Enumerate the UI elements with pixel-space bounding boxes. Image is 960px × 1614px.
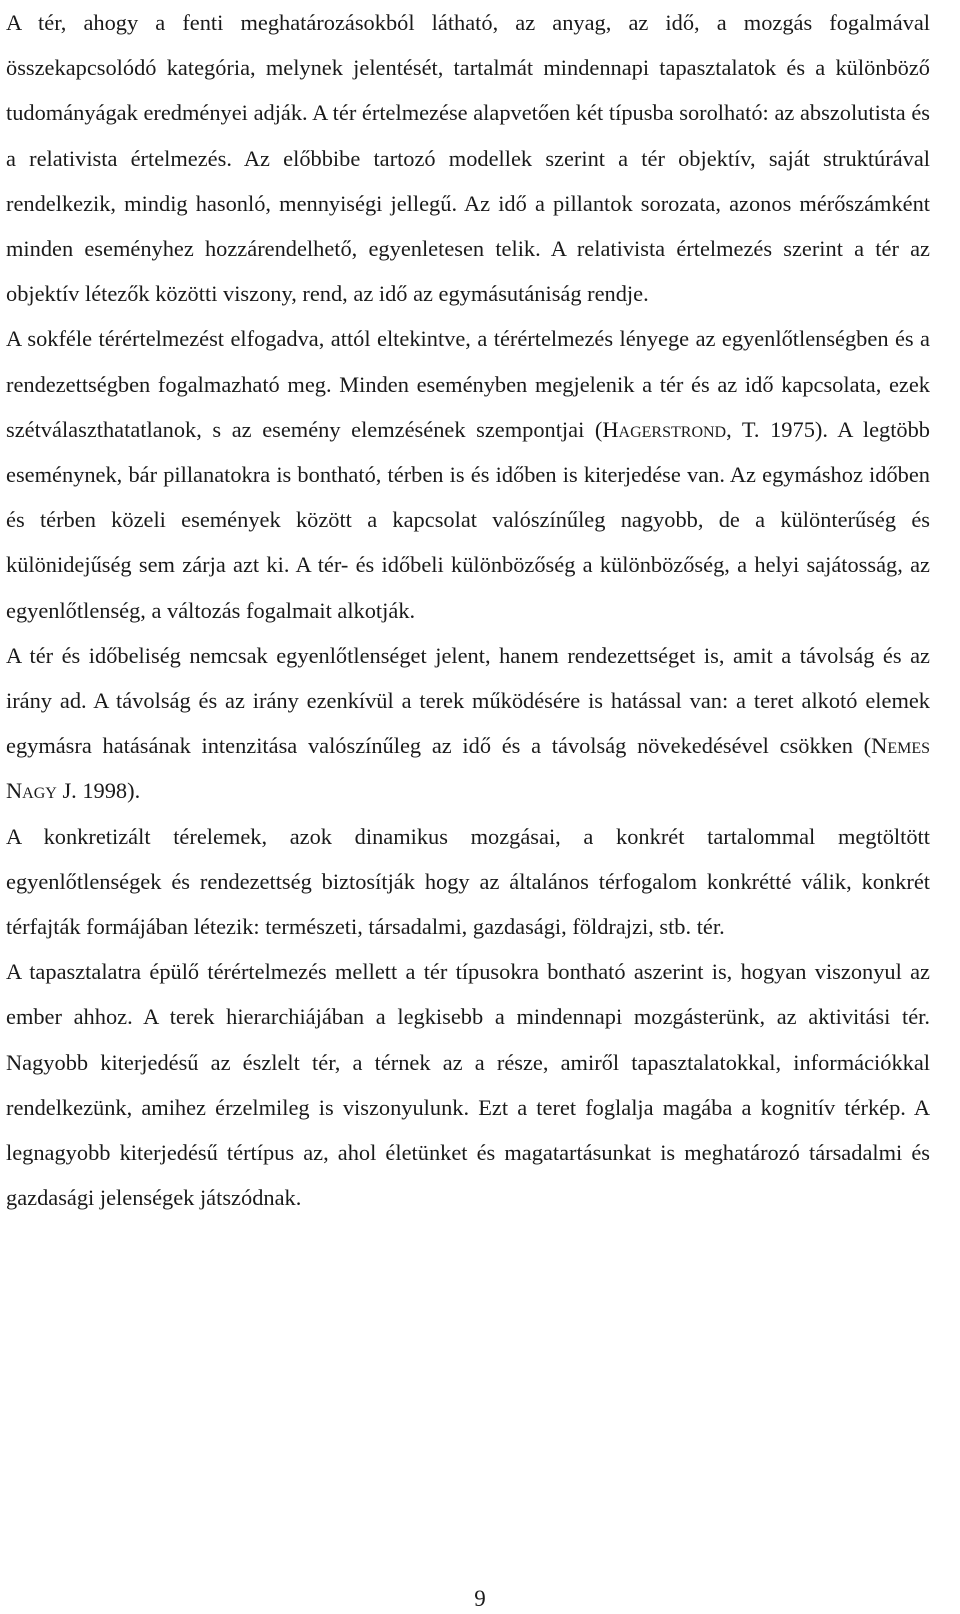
paragraph-text: , T. 1975). A legtöbb eseménynek, bár pillanatokra is bontható, térben is és időben is kiterjedése van. Az egymáshoz időben és térben közeli események között a kapcsolat valószínűleg nagyobb, de a különterűség és különidejűség sem zárja azt ki. A tér- és időbeli különbözőség a különbözőség, a helyi sajátosság, az egyenlőtlenség, a változás fogalmait alkotják. xyxy=(6,416,931,623)
paragraph-text: A tér, ahogy a fenti meghatározásokból látható, az anyag, az idő, a mozgás fogalmával összekapcsolódó kategória, melynek jelentését, tartalmát mindennapi tapasztalatok és a különböző tudományágak eredményei adják. A tér értelmezése alapvetően két típusba sorolható: az abszolutista és a relativista értelmezés. Az előbbibe tartozó modellek szerint a tér objektív, saját struktúrával rendelkezik, mindig hasonló, mennyiségi jellegű. Az idő a pillantok sorozata, azonos mérőszámként minden eseményhez hozzárendelhető, egyenletesen telik. A relativista értelmezés szerint a tér az objektív létezők közötti viszony, rend, az idő az egymásutániság rendje. xyxy=(6,10,930,307)
paragraph-text: A tapasztalatra épülő térértelmezés mellett a tér típusokra bontható aszerint is, hogyan viszonyul az ember ahhoz. A terek hierarchiájában a legkisebb a mindennapi mozgásterünk, az aktivitási tér. Nagyobb kiterjedésű az észlelt tér, a térnek az a része, amiről tapasztalatokkal, információkkal rendelkezünk, amihez érzelmileg is viszonyulunk. Ezt a teret foglalja magába a kognitív térkép. A legnagyobb kiterjedésű tértípus az, ahol életünket és magatartásunkat is meghatározó társadalmi és gazdasági jelenségek játszódnak. xyxy=(6,959,930,1211)
paragraph-text: A konkretizált térelemek, azok dinamikus mozgásai, a konkrét tartalommal megtöltött egyenlőtlenségek és rendezettség biztosítják hogy az általános térfogalom konkrétté válik, konkrét térfajták formájában létezik: természeti, társadalmi, gazdasági, földrajzi, stb. tér. xyxy=(6,823,930,940)
paragraph-distance-direction xyxy=(6,633,930,814)
paragraph-text: A tér és időbeliség nemcsak egyenlőtlenséget jelent, hanem rendezettséget is, amit a távolság és az irány ad. A távolság és az irány ezenkívül a terek működésére is hatással van: a teret alkotó elemek egymásra hatásának intenzitása valószínűleg az idő és a távolság növekedésével csökken ( xyxy=(6,642,930,759)
page-number: 9 xyxy=(474,1586,486,1611)
paragraph-inequality-order xyxy=(6,316,930,632)
author-name: Nemes Nagy xyxy=(6,733,930,804)
paragraph-text: A sokféle térértelmezést elfogadva, attól eltekintve, a térértelmezés lényege az egyenlőtlenségben és a rendezettségben fogalmazható meg. Minden eseményben megjelenik a tér és az idő kapcsolata, ezek szétválaszthatatlanok, s az esemény elemzésének szempontjai ( xyxy=(6,326,930,442)
paragraph-space-concepts xyxy=(6,0,930,316)
author-name: Hagerstrond xyxy=(602,416,727,442)
paragraph-text: J. 1998). xyxy=(56,778,141,804)
body-text xyxy=(6,0,930,1220)
paragraph-space-types xyxy=(6,949,930,1220)
paragraph-concrete-space xyxy=(6,814,930,950)
